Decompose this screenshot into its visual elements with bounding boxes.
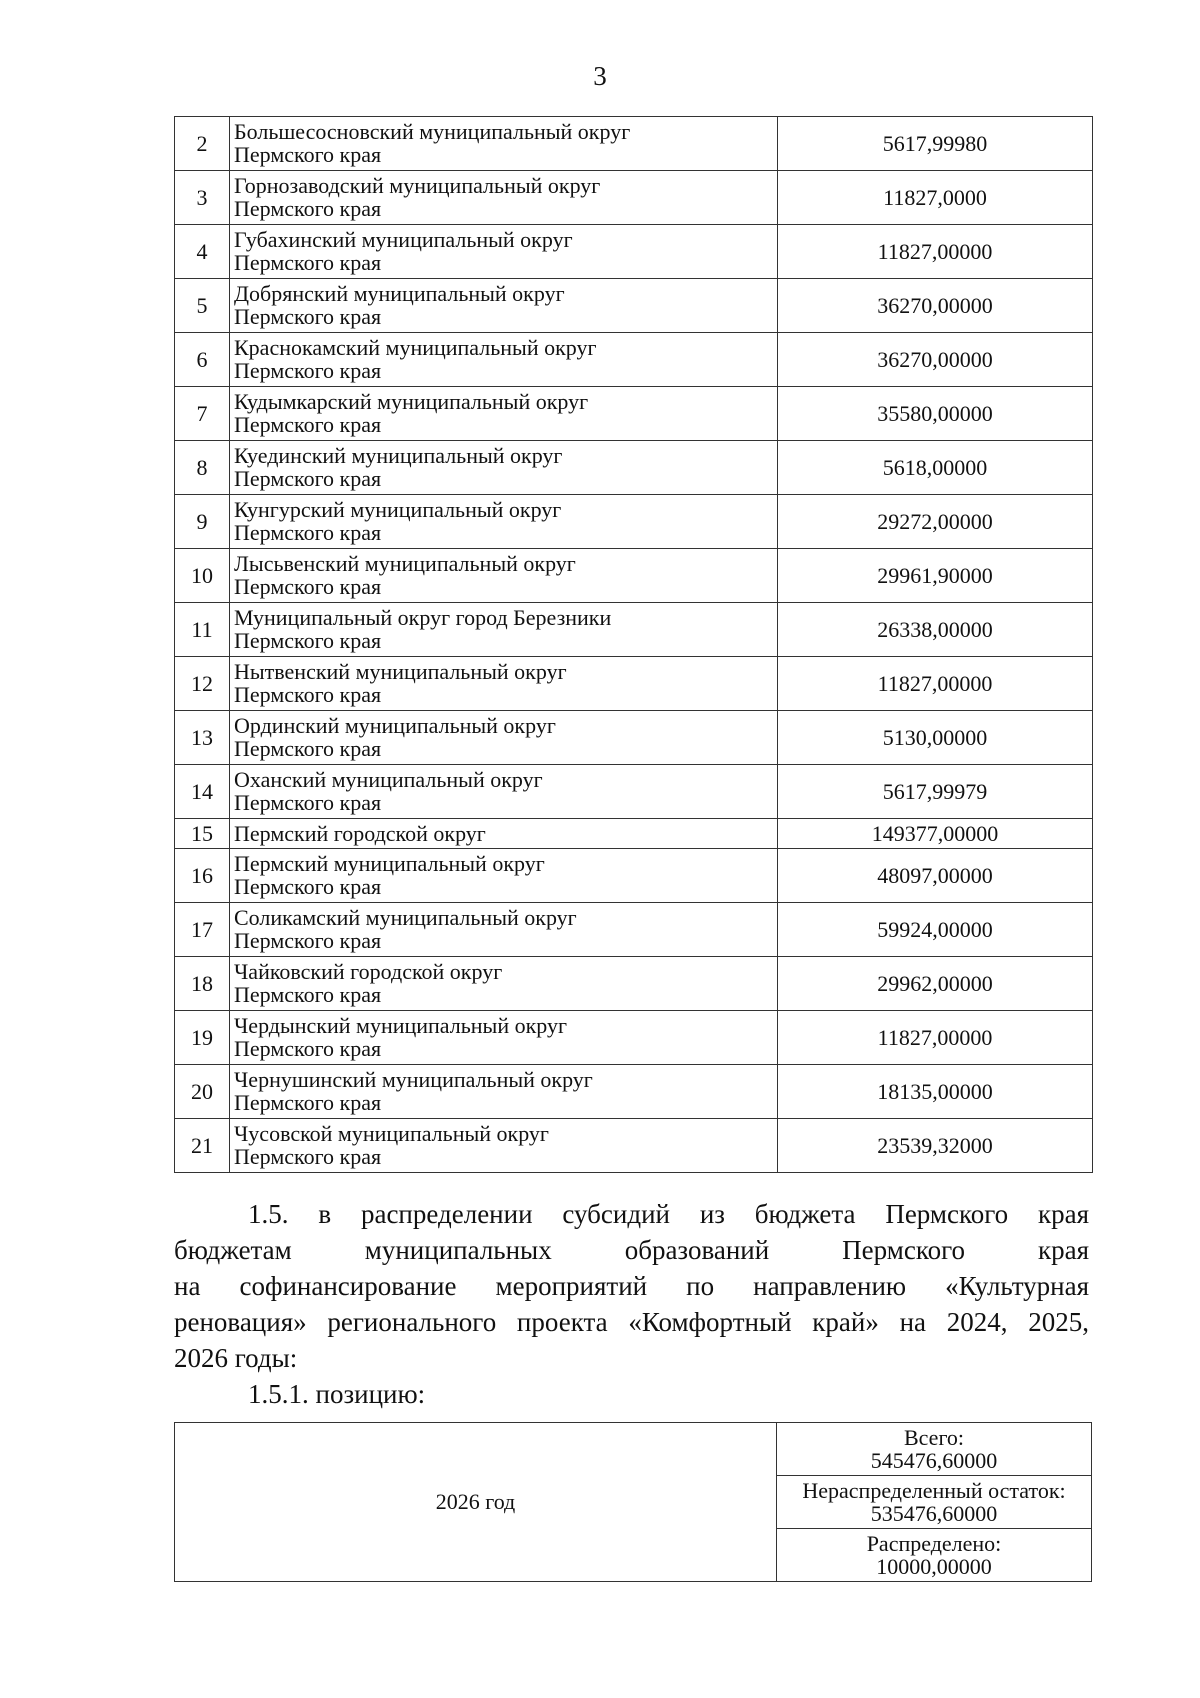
- table-row: [175, 1065, 1093, 1119]
- municipality-name: [230, 495, 778, 549]
- row-number: 15: [175, 819, 230, 849]
- row-number: 21: [175, 1119, 230, 1173]
- table-row: [175, 603, 1093, 657]
- table-row: [175, 495, 1093, 549]
- municipality-name-line: Пермского края: [234, 928, 382, 953]
- municipality-name: [230, 819, 778, 849]
- municipality-name-line: Куединский муниципальный округ: [234, 443, 563, 468]
- municipality-name-line: Пермского края: [234, 874, 382, 899]
- subsidy-amount: 29961,90000: [778, 549, 1093, 603]
- table-row: [175, 657, 1093, 711]
- table-row: [175, 711, 1093, 765]
- subsidy-amount: 29272,00000: [778, 495, 1093, 549]
- row-number: 11: [175, 603, 230, 657]
- municipality-name: [230, 1119, 778, 1173]
- subsidy-amount: 26338,00000: [778, 603, 1093, 657]
- municipality-name-line: Чернушинский муниципальный округ: [234, 1067, 593, 1092]
- municipality-name-line: Кунгурский муниципальный округ: [234, 497, 562, 522]
- municipality-name-line: Пермского края: [234, 358, 382, 383]
- paragraph-line: реновация» регионального проекта «Комфортный край» на 2024, 2025,: [174, 1307, 1089, 1337]
- row-number: 6: [175, 333, 230, 387]
- municipality-name: [230, 903, 778, 957]
- subparagraph-1-5-1: 1.5.1. позицию:: [248, 1379, 426, 1409]
- municipality-name: [230, 657, 778, 711]
- municipality-name-line: Пермского края: [234, 1036, 382, 1061]
- row-number: 14: [175, 765, 230, 819]
- paragraph-1-5: [174, 1196, 1089, 1376]
- municipality-name-line: Большесосновский муниципальный округ: [234, 119, 631, 144]
- table-row: [175, 441, 1093, 495]
- row-number: 9: [175, 495, 230, 549]
- municipality-name-line: Пермского края: [234, 1090, 382, 1115]
- municipality-name-line: Пермского края: [234, 304, 382, 329]
- row-number: 4: [175, 225, 230, 279]
- row-number: 8: [175, 441, 230, 495]
- table-row: [175, 1119, 1093, 1173]
- municipality-name-line: Соликамский муниципальный округ: [234, 905, 577, 930]
- municipality-name-line: Муниципальный округ город Березники: [234, 605, 612, 630]
- paragraph-line: 1.5. в распределении субсидий из бюджета Пермского края: [248, 1199, 1089, 1229]
- municipality-name: [230, 1065, 778, 1119]
- table-body: [175, 117, 1093, 1173]
- table-row: [175, 765, 1093, 819]
- row-number: 7: [175, 387, 230, 441]
- municipality-name: [230, 957, 778, 1011]
- municipality-name: [230, 441, 778, 495]
- paragraph-line: 2026 годы:: [174, 1343, 298, 1373]
- municipality-name-line: Пермского края: [234, 1144, 382, 1169]
- municipality-name-line: Добрянский муниципальный округ: [234, 281, 565, 306]
- distributed-label: Распределено:: [866, 1531, 1002, 1556]
- municipality-name-line: Пермского края: [234, 250, 382, 275]
- municipality-name: [230, 849, 778, 903]
- municipality-name-line: Пермского края: [234, 412, 382, 437]
- subsidy-amount: 23539,32000: [778, 1119, 1093, 1173]
- municipality-name-line: Лысьвенский муниципальный округ: [234, 551, 576, 576]
- row-number: 17: [175, 903, 230, 957]
- subsidy-amount: 149377,00000: [778, 819, 1093, 849]
- row-number: 13: [175, 711, 230, 765]
- paragraph-line: на софинансирование мероприятий по направлению «Культурная: [174, 1271, 1089, 1301]
- municipality-name: [230, 765, 778, 819]
- remainder-value: 535476,60000: [870, 1501, 998, 1526]
- year-cell: 2026 год: [175, 1423, 777, 1582]
- subsidy-amount: 48097,00000: [778, 849, 1093, 903]
- distributed-value: 10000,00000: [876, 1554, 992, 1579]
- municipality-name-line: Пермского края: [234, 736, 382, 761]
- municipality-name: [230, 333, 778, 387]
- subsidy-amount: 11827,00000: [778, 657, 1093, 711]
- subsidy-amount: 36270,00000: [778, 333, 1093, 387]
- subsidy-amount: 5617,99980: [778, 117, 1093, 171]
- subsidy-amount: 35580,00000: [778, 387, 1093, 441]
- summary-table: [174, 1422, 1092, 1582]
- municipality-name-line: Пермского края: [234, 466, 382, 491]
- paragraph-line: бюджетам муниципальных образований Пермского края: [174, 1235, 1089, 1265]
- table-row: [175, 225, 1093, 279]
- row-number: 19: [175, 1011, 230, 1065]
- row-number: 16: [175, 849, 230, 903]
- municipality-name-line: Пермский городской округ: [234, 821, 486, 846]
- municipality-name-line: Пермского края: [234, 790, 382, 815]
- municipality-name-line: Оханский муниципальный округ: [234, 767, 543, 792]
- subsidy-allocation-table: [174, 116, 1093, 1173]
- remainder-label: Нераспределенный остаток:: [802, 1478, 1066, 1503]
- table-row: [175, 333, 1093, 387]
- municipality-name-line: Пермского края: [234, 520, 382, 545]
- municipality-name: [230, 279, 778, 333]
- row-number: 2: [175, 117, 230, 171]
- table-row: [175, 957, 1093, 1011]
- table-row: [175, 819, 1093, 849]
- table-row: [175, 549, 1093, 603]
- table-row: [175, 279, 1093, 333]
- summary-row: [175, 1423, 1092, 1476]
- table-row: [175, 849, 1093, 903]
- table-row: [175, 903, 1093, 957]
- subsidy-amount: 5618,00000: [778, 441, 1093, 495]
- subsidy-amount: 59924,00000: [778, 903, 1093, 957]
- subsidy-amount: 11827,00000: [778, 225, 1093, 279]
- municipality-name-line: Пермского края: [234, 196, 382, 221]
- subsidy-amount: 29962,00000: [778, 957, 1093, 1011]
- municipality-name: [230, 171, 778, 225]
- municipality-name-line: Ординский муниципальный округ: [234, 713, 556, 738]
- total-value: 545476,60000: [870, 1448, 998, 1473]
- municipality-name: [230, 1011, 778, 1065]
- row-number: 5: [175, 279, 230, 333]
- subsidy-amount: 11827,0000: [778, 171, 1093, 225]
- table-row: [175, 117, 1093, 171]
- municipality-name: [230, 225, 778, 279]
- municipality-name-line: Нытвенский муниципальный округ: [234, 659, 567, 684]
- municipality-name-line: Кудымкарский муниципальный округ: [234, 389, 589, 414]
- remainder-cell: [777, 1476, 1092, 1529]
- row-number: 12: [175, 657, 230, 711]
- subsidy-amount: 11827,00000: [778, 1011, 1093, 1065]
- subsidy-amount: 36270,00000: [778, 279, 1093, 333]
- row-number: 18: [175, 957, 230, 1011]
- subsidy-amount: 18135,00000: [778, 1065, 1093, 1119]
- municipality-name: [230, 711, 778, 765]
- row-number: 3: [175, 171, 230, 225]
- municipality-name-line: Краснокамский муниципальный округ: [234, 335, 597, 360]
- municipality-name-line: Пермский муниципальный округ: [234, 851, 545, 876]
- municipality-name-line: Пермского края: [234, 682, 382, 707]
- municipality-name-line: Горнозаводский муниципальный округ: [234, 173, 601, 198]
- municipality-name: [230, 387, 778, 441]
- table-row: [175, 387, 1093, 441]
- page-number: 3: [593, 61, 607, 91]
- municipality-name-line: Чусовской муниципальный округ: [234, 1121, 549, 1146]
- total-cell: [777, 1423, 1092, 1476]
- row-number: 10: [175, 549, 230, 603]
- subsidy-amount: 5617,99979: [778, 765, 1093, 819]
- table-row: [175, 1011, 1093, 1065]
- municipality-name-line: Пермского края: [234, 574, 382, 599]
- municipality-name: [230, 549, 778, 603]
- municipality-name-line: Губахинский муниципальный округ: [234, 227, 573, 252]
- distributed-cell: [777, 1529, 1092, 1582]
- row-number: 20: [175, 1065, 230, 1119]
- municipality-name-line: Пермского края: [234, 982, 382, 1007]
- subsidy-amount: 5130,00000: [778, 711, 1093, 765]
- municipality-name-line: Пермского края: [234, 628, 382, 653]
- municipality-name-line: Чердынский муниципальный округ: [234, 1013, 568, 1038]
- municipality-name-line: Чайковский городской округ: [234, 959, 503, 984]
- municipality-name: [230, 117, 778, 171]
- total-label: Всего:: [903, 1425, 965, 1450]
- municipality-name-line: Пермского края: [234, 142, 382, 167]
- table-row: [175, 171, 1093, 225]
- municipality-name: [230, 603, 778, 657]
